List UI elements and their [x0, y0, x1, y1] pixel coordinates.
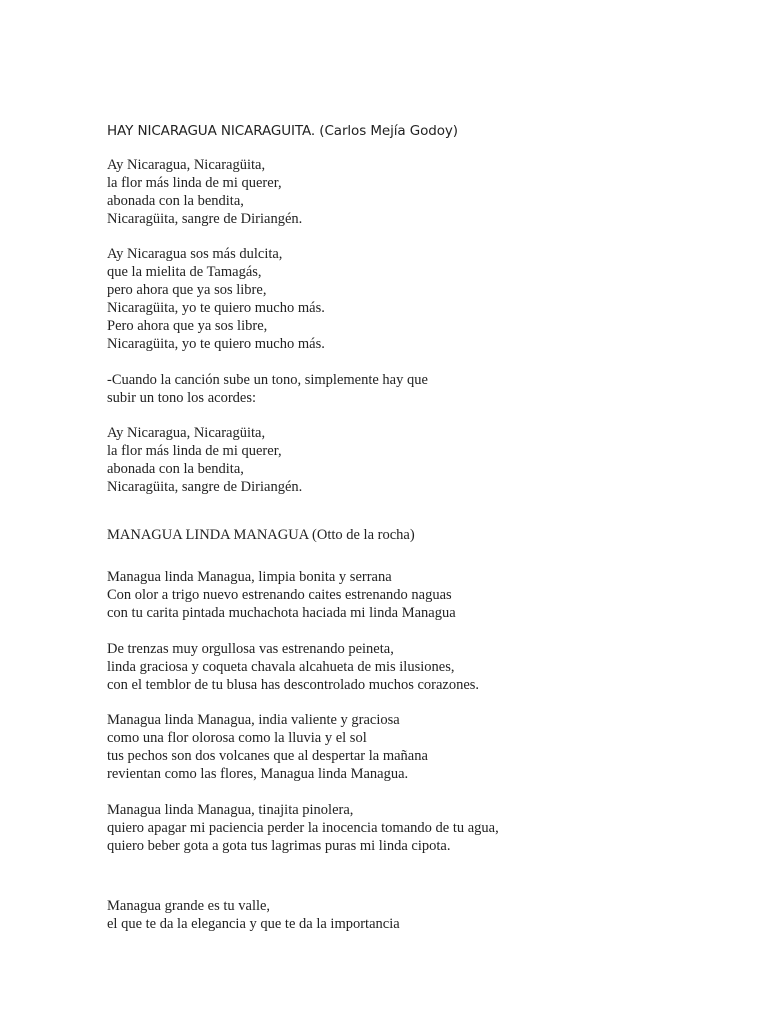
lyric-line: quiero apagar mi paciencia perder la inocencia tomando de tu agua, — [107, 820, 499, 836]
lyric-line: Ay Nicaragua, Nicaragüita, — [107, 157, 266, 173]
song-title-managua: MANAGUA LINDA MANAGUA (Otto de la rocha) — [107, 527, 415, 543]
lyric-line: con tu carita pintada muchachota haciada mi linda Managua — [107, 605, 456, 621]
lyric-line: el que te da la elegancia y que te da la importancia — [107, 916, 400, 932]
lyric-line: Ay Nicaragua sos más dulcita, — [107, 246, 283, 262]
lyric-line: Nicaragüita, sangre de Diriangén. — [107, 211, 303, 227]
lyric-line: la flor más linda de mi querer, — [107, 443, 282, 459]
song-title-nicaragua: HAY NICARAGUA NICARAGUITA. (Carlos Mejía Godoy) — [107, 123, 458, 139]
lyric-line: con el temblor de tu blusa has descontrolado muchos corazones. — [107, 677, 480, 693]
lyric-line: Nicaragüita, yo te quiero mucho más. — [107, 336, 325, 352]
lyric-line: Con olor a trigo nuevo estrenando caites estrenando naguas — [107, 587, 452, 603]
lyric-line: Managua linda Managua, limpia bonita y serrana — [107, 569, 392, 585]
lyric-line: Managua linda Managua, india valiente y graciosa — [107, 712, 400, 728]
lyric-line: De trenzas muy orgullosa vas estrenando peineta, — [107, 641, 394, 657]
lyric-line: Ay Nicaragua, Nicaragüita, — [107, 425, 266, 441]
lyric-line: revientan como las flores, Managua linda Managua. — [107, 766, 409, 782]
lyric-line: abonada con la bendita, — [107, 193, 244, 209]
lyric-line: Managua grande es tu valle, — [107, 898, 271, 914]
lyric-line: abonada con la bendita, — [107, 461, 244, 477]
lyric-note-line: -Cuando la canción sube un tono, simplemente hay que — [107, 372, 428, 388]
lyric-line: Managua linda Managua, tinajita pinolera, — [107, 802, 354, 818]
lyric-line: linda graciosa y coqueta chavala alcahueta de mis ilusiones, — [107, 659, 455, 675]
lyric-line: la flor más linda de mi querer, — [107, 175, 282, 191]
lyric-line: quiero beber gota a gota tus lagrimas puras mi linda cipota. — [107, 838, 451, 854]
lyric-line: Nicaragüita, yo te quiero mucho más. — [107, 300, 325, 316]
lyric-line: que la mielita de Tamagás, — [107, 264, 262, 280]
lyric-line: Pero ahora que ya sos libre, — [107, 318, 268, 334]
lyric-line: Nicaragüita, sangre de Diriangén. — [107, 479, 303, 495]
lyric-line: tus pechos son dos volcanes que al despertar la mañana — [107, 748, 428, 764]
lyric-note-line: subir un tono los acordes: — [107, 390, 257, 406]
lyric-line: como una flor olorosa como la lluvia y el sol — [107, 730, 367, 746]
lyric-line: pero ahora que ya sos libre, — [107, 282, 267, 298]
